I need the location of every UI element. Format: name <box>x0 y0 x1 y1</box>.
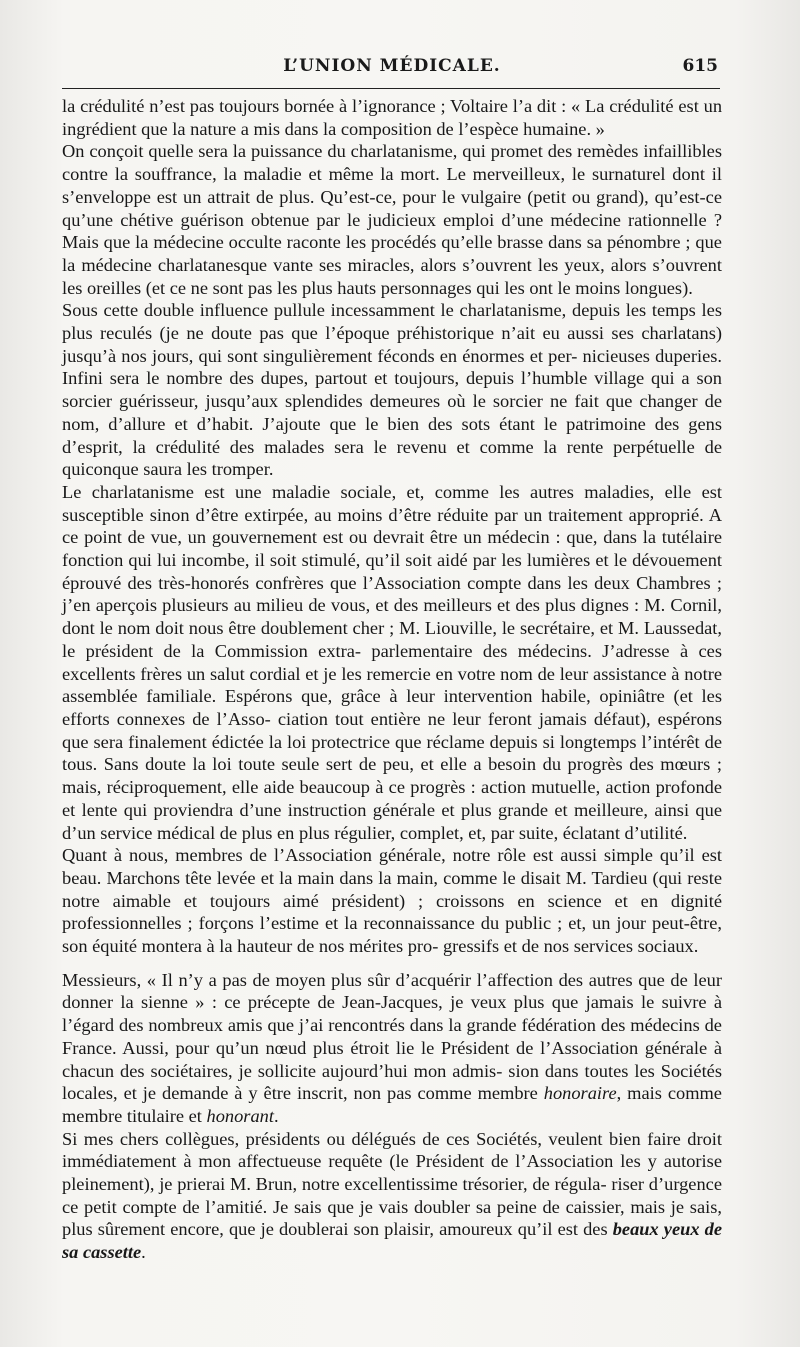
text-line: doute la loi toute seule sert de peu, et elle a besoin du progrès des mœurs ; mais, <box>62 754 722 798</box>
emphasis-text: honoraire <box>543 1083 617 1104</box>
text-fragment: membre <box>477 1083 544 1104</box>
text-line: surnaturel dont il s’enveloppe est un attrait de plus. Qu’est-ce, pour le vulgaire <box>62 164 722 207</box>
section-gap <box>62 958 722 969</box>
text-line: droit immédiatement à mon affectueuse requête (le Président de l’Association les y <box>62 1128 722 1172</box>
text-fragment: , mais comme membre titulaire et <box>62 1083 722 1126</box>
text-line: Quant à nous, membres de l’Association générale, notre rôle est aussi simple <box>62 845 653 866</box>
text-line: édictée la loi protectrice que réclame depuis si longtemps l’intérêt de tous. Sans <box>62 731 722 775</box>
text-fragment: . <box>273 1105 279 1126</box>
text-line: réciproquement, elle aide beaucoup à ce progrès : action mutuelle, action profonde <box>106 777 722 798</box>
text-line: étant le patrimoine des gens d’esprit, la crédulité des malades sera le revenu et <box>62 413 723 457</box>
paragraph <box>62 1128 722 1264</box>
text-fragment: . <box>141 1242 146 1263</box>
text-line: et lente qui proviendra d’une instruction générale et plus grande et meilleure, ainsi <box>62 799 690 820</box>
text-line: qu’elle brasse dans sa pénombre ; que la médecine charlatanesque vante ses <box>62 232 722 275</box>
text-line: d’une médecine rationnelle ? Mais que la médecine occulte raconte les procédés <box>62 209 722 253</box>
text-line: Si mes chers collègues, présidents ou délégués de ces Sociétés, veulent bien faire <box>62 1128 681 1149</box>
text-line: Sous cette double influence pullule incessamment le charlatanisme, depuis les <box>62 300 647 321</box>
text-line: la crédulité n’est pas toujours bornée à l’ignorance ; Voltaire l’a dit : « La crédulité est <box>62 96 699 116</box>
text-line: le suivre à l’égard des nombreux amis que j’ai rencontrés dans la grande fédération <box>62 992 722 1036</box>
text-line: meilleurs et des plus dignes : M. Cornil, dont le nom doit nous être doublement cher ; <box>62 595 722 639</box>
text-line: comme la rente perpétuelle de quiconque saura les tromper. <box>62 436 722 480</box>
text-line: des médecins de France. Aussi, pour qu’un nœud plus étroit lie le Président de <box>62 1015 722 1058</box>
text-line: l’Association générale à chacun des sociétaires, je sollicite aujourd’hui mon admis- <box>62 1037 723 1081</box>
text-line: que, grâce à leur intervention habile, opiniâtre (et les efforts connexes de l’Asso- <box>62 686 722 729</box>
header-rule <box>62 88 720 89</box>
text-line: nicieuses duperies. Infini sera le nombre des dupes, partout et toujours, depuis <box>62 345 722 389</box>
main-paragraphs <box>62 95 722 958</box>
text-line: riser d’urgence ce petit compte de l’amitié. Je sais que je vais doubler sa peine de <box>62 1174 722 1217</box>
page-number: 615 <box>682 56 718 76</box>
text-line: M. Tardieu (qui reste notre aimable et toujours aimé président) ; croissons en <box>62 867 722 911</box>
text-line: que d’un service médical de plus en plus régulier, complet, et, par suite, éclatant <box>62 799 722 843</box>
text-line: approprié. A ce point de vue, un gouvernement est ou devrait être un médecin : <box>62 504 722 548</box>
text-line: temps les plus reculés (je ne doute pas que l’époque préhistorique n’ait eu aussi ses <box>62 300 722 344</box>
text-line: l’humble village qui a son sorcier guérisseur, jusqu’aux splendides demeures où le <box>62 368 722 412</box>
text-line: autorise pleinement), je prierai M. Brun, notre excellentissime trésorier, de régula- <box>62 1151 722 1195</box>
closing-paragraphs <box>62 969 722 1264</box>
emphasis-text: beaux yeux de sa cassette <box>62 1219 722 1263</box>
text-line: un ingrédient que la nature a mis dans la composition de l’espèce humaine. » <box>62 96 723 139</box>
journal-title: L’UNION MÉDICALE. <box>283 56 501 76</box>
text-line: public ; et, un jour peut-être, son équité montera à la hauteur de nos mérites pro- <box>62 913 722 957</box>
paragraph <box>62 481 722 844</box>
text-line: gressifs et de nos services sociaux. <box>442 936 699 957</box>
text-line: parlementaire des médecins. J’adresse à ces excellents frères un salut cordial et je <box>62 640 722 684</box>
text-line: M. Liouville, le secrétaire, et M. Laussedat, le président de la Commission extra- <box>62 618 723 661</box>
emphasis-text: honorant <box>206 1105 274 1126</box>
paragraph <box>62 299 722 481</box>
paragraph <box>62 95 722 140</box>
text-fragment: qu’il est des <box>517 1219 613 1240</box>
paragraph <box>62 844 722 958</box>
text-line: On conçoit quelle sera la puissance du charlatanisme, qui promet des remèdes <box>62 141 639 162</box>
text-line: infaillibles contre la souffrance, la maladie et même la mort. Le merveilleux, le <box>62 141 722 185</box>
article-body <box>62 95 722 1264</box>
text-line: caissier, mais je sais, plus sûrement encore, que je doublerai son plaisir, amoureux <box>62 1196 722 1240</box>
text-line: d’utilité. <box>624 822 688 843</box>
text-line: Messieurs, « Il n’y a pas de moyen plus sûr d’acquérir l’affection des autres que <box>62 969 665 990</box>
text-line: miracles, alors s’ouvrent les yeux, alors s’ouvrent les oreilles (et ce ne sont pas les <box>62 254 722 298</box>
text-line: que, dans la tutélaire fonction qui lui incombe, il soit stimulé, qu’il soit aidé par <box>62 527 722 571</box>
text-line: Le charlatanisme est une maladie sociale, et, comme les autres maladies, elle <box>62 481 692 502</box>
text-line: plus hauts personnages qui les ont le moins longues). <box>302 277 693 298</box>
text-line: ciation tout entière ne leur feront jamais défaut), espérons que sera finalement <box>62 708 723 752</box>
text-line: sorcier ne fait que changer de nom, d’allure et d’habit. J’ajoute que le bien des sots <box>62 391 722 434</box>
text-line: (petit ou grand), qu’est-ce qu’une chétive guérison obtenue par le judicieux emploi <box>62 186 722 230</box>
paragraph <box>62 140 722 299</box>
text-line: science et en dignité professionnelles ; forçons l’estime et la reconnaissance du <box>62 890 722 934</box>
text-line: est susceptible sinon d’être extirpée, au moins d’être réduite par un traitement <box>62 481 722 525</box>
running-header <box>62 56 722 86</box>
text-line: sion dans toutes les Sociétés locales, et je demande à y être inscrit, non pas comme <box>62 1060 723 1104</box>
text-line: de leur donner la sienne » : ce précepte de Jean-Jacques, je veux plus que jamais <box>62 969 722 1013</box>
text-line: compte dans les deux Chambres ; j’en aperçois plusieurs au milieu de vous, et des <box>62 572 723 616</box>
paragraph <box>62 969 722 1128</box>
text-line: charlatans) jusqu’à nos jours, qui sont singulièrement féconds en énormes et per- <box>62 323 722 366</box>
text-line: les remercie en votre nom de leur assistance à notre assemblée familiale. Espérons <box>62 663 722 707</box>
text-line: qu’il est beau. Marchons tête levée et la main dans la main, comme le disait <box>62 845 722 888</box>
text-line: les lumières et le dévouement éprouvé des très-honorés confrères que l’Association <box>62 550 722 593</box>
